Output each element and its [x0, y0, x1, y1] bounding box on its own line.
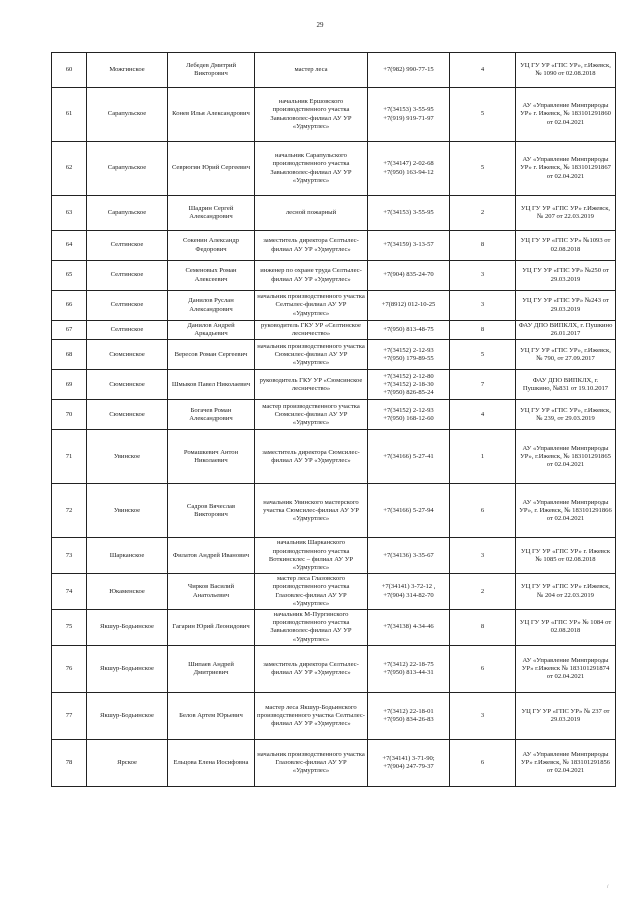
row-number: 78	[52, 739, 87, 786]
registry-table	[51, 52, 616, 787]
row-number: 64	[52, 231, 87, 261]
person-name: Сокенин Александр Федорович	[168, 231, 255, 261]
page-number: 29	[316, 21, 324, 29]
phone-number: +7(34153) 3-55-95 +7(919) 919-71-97	[368, 88, 450, 142]
row-number: 71	[52, 430, 87, 484]
row-number: 66	[52, 291, 87, 321]
table-row	[52, 645, 616, 692]
forestry-name: Сюмсинское	[87, 370, 168, 400]
forestry-name: Юкаменское	[87, 574, 168, 610]
position-title: начальник производственного участка Селтылес-филиал АУ УР «Удмуртлес»	[255, 291, 368, 321]
forestry-name: Шарканское	[87, 538, 168, 574]
staff-count: 7	[450, 370, 516, 400]
staff-count: 3	[450, 692, 516, 739]
position-title: мастер производственного участка Сюмсилес-филиал АУ УР «Удмуртлес»	[255, 400, 368, 430]
staff-count: 8	[450, 321, 516, 340]
person-name: Богачев Роман Александрович	[168, 400, 255, 430]
position-title: начальник Шарканского производственного участка Воткинсклес – филиал АУ УР «Удмуртлес»	[255, 538, 368, 574]
forestry-name: Сарапульское	[87, 142, 168, 196]
position-title: начальник Сарапульского производственного участка Завьяловолес-филиал АУ УР «Удмуртлес»	[255, 142, 368, 196]
position-title: начальник Ершовского производственного участка Завьяловолес-филиал АУ УР «Удмуртлес»	[255, 88, 368, 142]
row-number: 74	[52, 574, 87, 610]
staff-count: 8	[450, 610, 516, 646]
person-name: Вересов Роман Сергеевич	[168, 340, 255, 370]
forestry-name: Сюмсинское	[87, 400, 168, 430]
certificate-info: УЦ ГУ УР «ГПС УР», г.Ижевск, № 239, от 29.03.2019	[516, 400, 616, 430]
phone-number: +7(904) 835-24-70	[368, 261, 450, 291]
phone-number: +7(34153) 3-55-95	[368, 196, 450, 231]
forestry-name: Сарапульское	[87, 88, 168, 142]
staff-count: 1	[450, 430, 516, 484]
phone-number: +7(34152) 2-12-80 +7(34152) 2-18-30 +7(950) 826-85-24	[368, 370, 450, 400]
phone-number: +7(3412) 22-18-75 +7(950) 813-44-31	[368, 645, 450, 692]
forestry-name: Ярское	[87, 739, 168, 786]
staff-count: 2	[450, 574, 516, 610]
staff-count: 6	[450, 484, 516, 538]
phone-number: +7(34166) 5-27-94	[368, 484, 450, 538]
table-row	[52, 610, 616, 646]
certificate-info: УЦ ГУ УР «ГПС УР» г. Ижевск № 1085 от 02.08.2018	[516, 538, 616, 574]
person-name: Гагарин Юрий Леонидович	[168, 610, 255, 646]
table-row	[52, 321, 616, 340]
staff-count: 3	[450, 538, 516, 574]
forestry-name: Увинское	[87, 430, 168, 484]
certificate-info: ФАУ ДПО ВИПКЛХ, г. Пушкино, №831 от 19.10.2017	[516, 370, 616, 400]
staff-count: 8	[450, 231, 516, 261]
certificate-info: УЦ ГУ УР «ГПС УР» №243 от 29.03.2019	[516, 291, 616, 321]
registry-body	[52, 53, 616, 787]
row-number: 67	[52, 321, 87, 340]
table-row	[52, 53, 616, 88]
forestry-name: Селтинское	[87, 321, 168, 340]
person-name: Шмыков Павел Николаевич	[168, 370, 255, 400]
staff-count: 6	[450, 739, 516, 786]
phone-number: +7(34141) 3-72-12 , +7(904) 314-82-70	[368, 574, 450, 610]
table-row	[52, 231, 616, 261]
person-name: Семеновых Роман Алексеевич	[168, 261, 255, 291]
certificate-info: УЦ ГУ УР «ГПС УР» №250 от 29.03.2019	[516, 261, 616, 291]
phone-number: +7(34138) 4-34-46	[368, 610, 450, 646]
position-title: заместитель директора Селтылес-филиал АУ УР «Удмуртлес»	[255, 231, 368, 261]
certificate-info: АУ «Управление Минприроды УР», г. Ижевск, № 183101291866 от 02.04.2021	[516, 484, 616, 538]
certificate-info: УЦ ГУ УР «ГПС УР» г.Ижевск, № 207 от 22.03.2019	[516, 196, 616, 231]
staff-count: 6	[450, 645, 516, 692]
page-edge-mark: /	[607, 885, 609, 890]
table-row	[52, 574, 616, 610]
phone-number: +7(982) 990-77-15	[368, 53, 450, 88]
person-name: Чирков Василий Анатольевич	[168, 574, 255, 610]
phone-number: +7(34147) 2-02-68 +7(950) 163-94-12	[368, 142, 450, 196]
position-title: мастер леса Глазовского производственного участка Глазовлес-филиал АУ УР «Удмуртлес»	[255, 574, 368, 610]
certificate-info: УЦ ГУ УР «ГПС УР» №1093 от 02.08.2018	[516, 231, 616, 261]
row-number: 77	[52, 692, 87, 739]
person-name: Филатов Андрей Иванович	[168, 538, 255, 574]
person-name: Шадрин Сергей Александрович	[168, 196, 255, 231]
person-name: Садров Вячеслав Викторович	[168, 484, 255, 538]
person-name: Конев Илья Александрович	[168, 88, 255, 142]
table-row	[52, 692, 616, 739]
person-name: Ромашкевич Антон Николаевич	[168, 430, 255, 484]
certificate-info: АУ «Управление Минприроды УР» г. Ижевск, № 183101291867 от 02.04.2021	[516, 142, 616, 196]
position-title: начальник производственного участка Сюмсилес-филиал АУ УР «Удмуртлес»	[255, 340, 368, 370]
certificate-info: АУ «Управление Минприроды УР», г.Ижевск, № 183101291865 от 02.04.2021	[516, 430, 616, 484]
row-number: 65	[52, 261, 87, 291]
certificate-info: УЦ ГУ УР «ГПС УР» № 1084 от 02.08.2018	[516, 610, 616, 646]
phone-number: +7(8912) 012-10-25	[368, 291, 450, 321]
row-number: 68	[52, 340, 87, 370]
table-row	[52, 340, 616, 370]
staff-count: 4	[450, 53, 516, 88]
certificate-info: УЦ ГУ УР «ГПС УР» № 237 от 29.03.2019	[516, 692, 616, 739]
position-title: начальник производственного участка Глазовлес-филиал АУ УР «Удмуртлес»	[255, 739, 368, 786]
staff-count: 3	[450, 261, 516, 291]
table-row	[52, 400, 616, 430]
forestry-name: Селтинское	[87, 291, 168, 321]
person-name: Шипаев Андрей Дмитриевич	[168, 645, 255, 692]
table-row	[52, 538, 616, 574]
certificate-info: АУ «Управление Минприроды УР» г.Ижевск № 183101291874 от 02.04.2021	[516, 645, 616, 692]
certificate-info: ФАУ ДПО ВИПКЛХ, г. Пушкино 26.01.2017	[516, 321, 616, 340]
phone-number: +7(950) 813-48-75	[368, 321, 450, 340]
forestry-name: Якшур-Бодьинское	[87, 645, 168, 692]
row-number: 63	[52, 196, 87, 231]
position-title: начальник М-Пургинского производственного участка Завьяловолес-филиал АУ УР «Удмуртлес»	[255, 610, 368, 646]
staff-count: 5	[450, 340, 516, 370]
person-name: Данилов Андрей Аркадьевич	[168, 321, 255, 340]
row-number: 70	[52, 400, 87, 430]
certificate-info: АУ «Управление Минприроды УР» г.Ижевск, № 183101291856 от 02.04.2021	[516, 739, 616, 786]
phone-number: +7(34136) 3-35-67	[368, 538, 450, 574]
position-title: мастер леса	[255, 53, 368, 88]
row-number: 69	[52, 370, 87, 400]
forestry-name: Можгинское	[87, 53, 168, 88]
person-name: Севрюгин Юрий Сергеевич	[168, 142, 255, 196]
table-row	[52, 261, 616, 291]
staff-count: 2	[450, 196, 516, 231]
row-number: 61	[52, 88, 87, 142]
table-row	[52, 430, 616, 484]
person-name: Белов Артем Юрьевич	[168, 692, 255, 739]
position-title: мастер леса Якшур-Бодьинского производственного участка Селтылес-филиал АУ УР «Удмуртлес»	[255, 692, 368, 739]
table-row	[52, 142, 616, 196]
table-row	[52, 196, 616, 231]
certificate-info: УЦ ГУ УР «ГПС УР», г.Ижевск, № 1090 от 02.08.2018	[516, 53, 616, 88]
table-row	[52, 484, 616, 538]
position-title: руководитель ГКУ УР «Селтинское лесничество»	[255, 321, 368, 340]
staff-count: 5	[450, 142, 516, 196]
row-number: 62	[52, 142, 87, 196]
certificate-info: УЦ ГУ УР «ГПС УР», г.Ижевск, № 790, от 27.09.2017	[516, 340, 616, 370]
forestry-name: Сарапульское	[87, 196, 168, 231]
table-row	[52, 739, 616, 786]
row-number: 72	[52, 484, 87, 538]
forestry-name: Селтинское	[87, 231, 168, 261]
table-row	[52, 291, 616, 321]
person-name: Данилов Руслан Александрович	[168, 291, 255, 321]
phone-number: +7(34152) 2-12-93 +7(950) 179-89-55	[368, 340, 450, 370]
certificate-info: УЦ ГУ УР «ГПС УР» г.Ижевск, № 204 от 22.03.2019	[516, 574, 616, 610]
staff-count: 5	[450, 88, 516, 142]
row-number: 75	[52, 610, 87, 646]
phone-number: +7(34159) 3-13-57	[368, 231, 450, 261]
row-number: 60	[52, 53, 87, 88]
position-title: заместитель директора Сюмсилес-филиал АУ УР «Удмуртлес»	[255, 430, 368, 484]
person-name: Ельцова Елена Иосифовна	[168, 739, 255, 786]
row-number: 76	[52, 645, 87, 692]
position-title: лесной пожарный	[255, 196, 368, 231]
phone-number: +7(34152) 2-12-93 +7(950) 168-12-60	[368, 400, 450, 430]
forestry-name: Якшур-Бодьинское	[87, 692, 168, 739]
phone-number: +7(3412) 22-18-01 +7(950) 834-26-83	[368, 692, 450, 739]
position-title: начальник Увинского мастерского участка Сюмсилес-филиал АУ УР «Удмуртлес»	[255, 484, 368, 538]
row-number: 73	[52, 538, 87, 574]
position-title: заместитель директора Селтылес-филиал АУ УР «Удмуртлес»	[255, 645, 368, 692]
staff-count: 3	[450, 291, 516, 321]
table-row	[52, 88, 616, 142]
phone-number: +7(34141) 3-71-90; +7(904) 247-79-37	[368, 739, 450, 786]
table-row	[52, 370, 616, 400]
position-title: руководитель ГКУ УР «Сюмсинское лесничество»	[255, 370, 368, 400]
forestry-name: Увинское	[87, 484, 168, 538]
forestry-name: Сюмсинское	[87, 340, 168, 370]
person-name: Лебедев Дмитрий Викторович	[168, 53, 255, 88]
phone-number: +7(34166) 5-27-41	[368, 430, 450, 484]
certificate-info: АУ «Управление Минприроды УР» г. Ижевск, № 183101291860 от 02.04.2021	[516, 88, 616, 142]
forestry-name: Якшур-Бодьинское	[87, 610, 168, 646]
staff-count: 4	[450, 400, 516, 430]
position-title: инженер по охране труда Селтылес-филиал АУ УР «Удмуртлес»	[255, 261, 368, 291]
forestry-name: Селтинское	[87, 261, 168, 291]
